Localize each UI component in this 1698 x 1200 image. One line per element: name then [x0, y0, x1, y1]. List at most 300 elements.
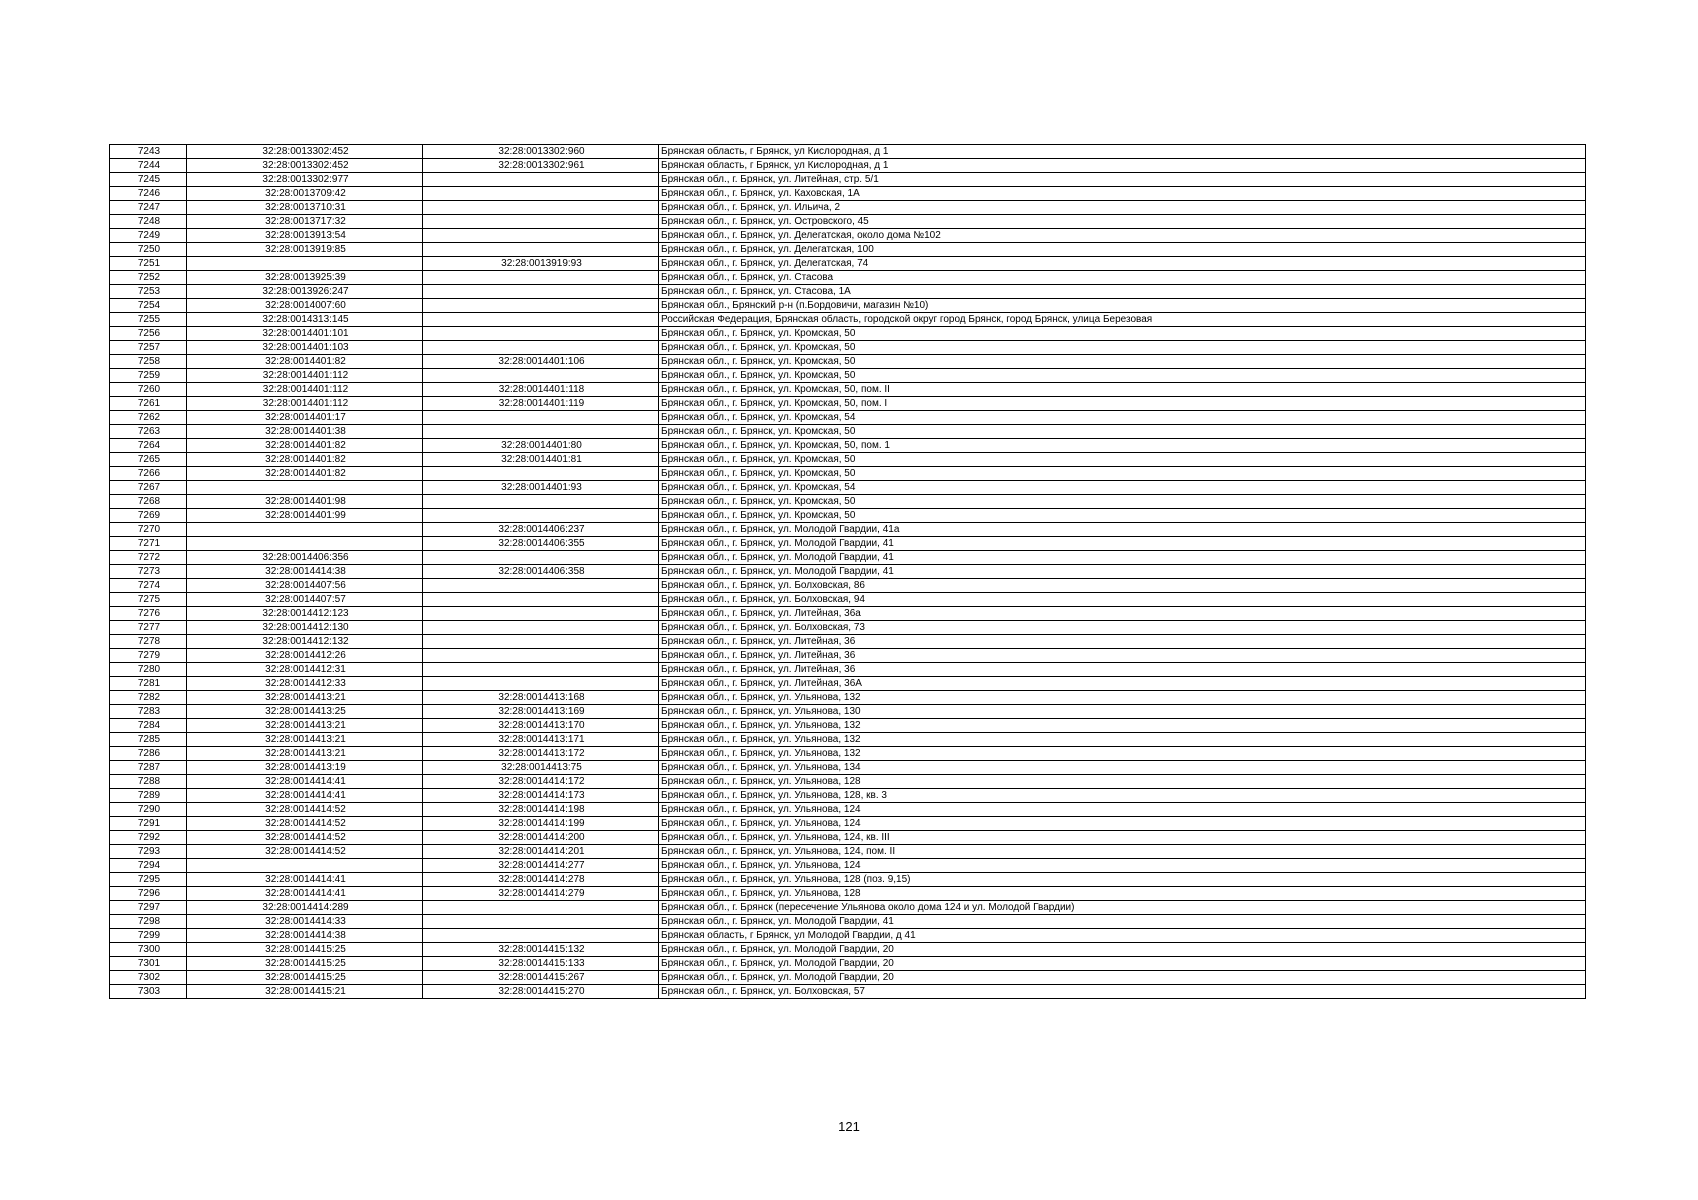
address-cell: Брянская обл., Брянский р-н (п.Бордовичи, магазин №10)	[659, 299, 1586, 313]
table-row	[110, 663, 1586, 677]
related-cadastral-number-cell	[423, 271, 659, 285]
address-cell: Брянская обл., г. Брянск, ул. Островского, 45	[659, 215, 1586, 229]
row-number-cell: 7249	[110, 229, 187, 243]
address-cell: Брянская обл., г. Брянск, ул. Молодой Гвардии, 41	[659, 565, 1586, 579]
row-number-cell: 7279	[110, 649, 187, 663]
address-cell: Брянская обл., г. Брянск, ул. Болховская, 86	[659, 579, 1586, 593]
cadastral-number-cell: 32:28:0014414:52	[187, 803, 423, 817]
table-row	[110, 257, 1586, 271]
row-number-cell: 7270	[110, 523, 187, 537]
related-cadastral-number-cell: 32:28:0014401:80	[423, 439, 659, 453]
cadastral-number-cell: 32:28:0014415:25	[187, 943, 423, 957]
address-cell: Брянская обл., г. Брянск, ул. Ульянова, 124, пом. II	[659, 845, 1586, 859]
table-row	[110, 775, 1586, 789]
related-cadastral-number-cell	[423, 495, 659, 509]
table-row	[110, 341, 1586, 355]
table-row	[110, 691, 1586, 705]
cadastral-number-cell: 32:28:0013710:31	[187, 201, 423, 215]
cadastral-number-cell: 32:28:0014414:41	[187, 873, 423, 887]
row-number-cell: 7250	[110, 243, 187, 257]
row-number-cell: 7300	[110, 943, 187, 957]
related-cadastral-number-cell	[423, 369, 659, 383]
table-row	[110, 761, 1586, 775]
related-cadastral-number-cell	[423, 607, 659, 621]
row-number-cell: 7256	[110, 327, 187, 341]
related-cadastral-number-cell: 32:28:0014414:173	[423, 789, 659, 803]
address-cell: Брянская обл., г. Брянск, ул. Каховская, 1А	[659, 187, 1586, 201]
cadastral-number-cell: 32:28:0014401:112	[187, 369, 423, 383]
related-cadastral-number-cell: 32:28:0014414:200	[423, 831, 659, 845]
address-cell: Брянская обл., г. Брянск, ул. Кромская, 50	[659, 509, 1586, 523]
cadastral-number-cell: 32:28:0014414:52	[187, 845, 423, 859]
cadastral-number-cell: 32:28:0014412:31	[187, 663, 423, 677]
address-cell: Брянская обл., г. Брянск, ул. Литейная, 36	[659, 649, 1586, 663]
related-cadastral-number-cell	[423, 579, 659, 593]
cadastral-number-cell: 32:28:0014401:101	[187, 327, 423, 341]
row-number-cell: 7290	[110, 803, 187, 817]
cadastral-number-cell: 32:28:0014414:289	[187, 901, 423, 915]
address-cell: Брянская обл., г. Брянск, ул. Стасова, 1А	[659, 285, 1586, 299]
cadastral-number-cell: 32:28:0014414:41	[187, 887, 423, 901]
cadastral-number-cell: 32:28:0013717:32	[187, 215, 423, 229]
cadastral-number-cell	[187, 481, 423, 495]
cadastral-number-cell: 32:28:0013913:54	[187, 229, 423, 243]
table-row	[110, 271, 1586, 285]
table-row	[110, 425, 1586, 439]
table-row	[110, 929, 1586, 943]
row-number-cell: 7259	[110, 369, 187, 383]
related-cadastral-number-cell	[423, 299, 659, 313]
row-number-cell: 7262	[110, 411, 187, 425]
address-cell: Брянская обл., г. Брянск, ул. Ульянова, 132	[659, 691, 1586, 705]
related-cadastral-number-cell	[423, 467, 659, 481]
related-cadastral-number-cell	[423, 593, 659, 607]
address-cell: Брянская обл., г. Брянск, ул. Молодой Гвардии, 41	[659, 915, 1586, 929]
cadastral-number-cell	[187, 859, 423, 873]
address-cell: Брянская обл., г. Брянск, ул. Кромская, 50	[659, 453, 1586, 467]
address-cell: Брянская обл., г. Брянск, ул. Кромская, 50	[659, 495, 1586, 509]
address-cell: Брянская обл., г. Брянск, ул. Ульянова, 124	[659, 859, 1586, 873]
table-row	[110, 467, 1586, 481]
address-cell: Брянская обл., г. Брянск, ул. Молодой Гвардии, 20	[659, 957, 1586, 971]
table-row	[110, 145, 1586, 159]
row-number-cell: 7275	[110, 593, 187, 607]
cadastral-number-cell: 32:28:0014401:82	[187, 355, 423, 369]
address-cell: Брянская обл., г. Брянск, ул. Кромская, 50	[659, 467, 1586, 481]
related-cadastral-number-cell	[423, 313, 659, 327]
related-cadastral-number-cell: 32:28:0014414:278	[423, 873, 659, 887]
cadastral-number-cell: 32:28:0014401:112	[187, 397, 423, 411]
related-cadastral-number-cell: 32:28:0014401:106	[423, 355, 659, 369]
cadastral-number-cell: 32:28:0014401:99	[187, 509, 423, 523]
table-row	[110, 915, 1586, 929]
related-cadastral-number-cell	[423, 663, 659, 677]
related-cadastral-number-cell	[423, 649, 659, 663]
related-cadastral-number-cell: 32:28:0014414:201	[423, 845, 659, 859]
related-cadastral-number-cell	[423, 635, 659, 649]
cadastral-number-cell: 32:28:0013302:977	[187, 173, 423, 187]
table-row	[110, 635, 1586, 649]
related-cadastral-number-cell	[423, 215, 659, 229]
row-number-cell: 7247	[110, 201, 187, 215]
row-number-cell: 7244	[110, 159, 187, 173]
table-row	[110, 719, 1586, 733]
row-number-cell: 7272	[110, 551, 187, 565]
cadastral-number-cell: 32:28:0013926:247	[187, 285, 423, 299]
related-cadastral-number-cell: 32:28:0014413:172	[423, 747, 659, 761]
table-row	[110, 327, 1586, 341]
registry-table	[109, 144, 1586, 999]
address-cell: Брянская обл., г. Брянск, ул. Литейная, стр. 5/1	[659, 173, 1586, 187]
table-row	[110, 733, 1586, 747]
related-cadastral-number-cell: 32:28:0014414:198	[423, 803, 659, 817]
address-cell: Брянская обл., г. Брянск, ул. Болховская, 73	[659, 621, 1586, 635]
table-row	[110, 943, 1586, 957]
table-row	[110, 803, 1586, 817]
table-row	[110, 173, 1586, 187]
cadastral-number-cell: 32:28:0014414:41	[187, 775, 423, 789]
table-row	[110, 523, 1586, 537]
row-number-cell: 7280	[110, 663, 187, 677]
table-row	[110, 299, 1586, 313]
related-cadastral-number-cell: 32:28:0014401:119	[423, 397, 659, 411]
row-number-cell: 7255	[110, 313, 187, 327]
row-number-cell: 7278	[110, 635, 187, 649]
cadastral-number-cell: 32:28:0014401:82	[187, 467, 423, 481]
related-cadastral-number-cell	[423, 243, 659, 257]
cadastral-number-cell: 32:28:0013709:42	[187, 187, 423, 201]
cadastral-number-cell: 32:28:0014407:56	[187, 579, 423, 593]
address-cell: Брянская обл., г. Брянск, ул. Ульянова, 128 (поз. 9,15)	[659, 873, 1586, 887]
row-number-cell: 7264	[110, 439, 187, 453]
cadastral-number-cell: 32:28:0014415:25	[187, 971, 423, 985]
related-cadastral-number-cell	[423, 929, 659, 943]
related-cadastral-number-cell	[423, 201, 659, 215]
address-cell: Брянская обл., г. Брянск, ул. Литейная, 36	[659, 663, 1586, 677]
page-number: 121	[838, 1119, 860, 1134]
row-number-cell: 7298	[110, 915, 187, 929]
cadastral-number-cell: 32:28:0013302:452	[187, 159, 423, 173]
cadastral-number-cell: 32:28:0013925:39	[187, 271, 423, 285]
address-cell: Брянская обл., г. Брянск, ул. Стасова	[659, 271, 1586, 285]
registry-table-body	[110, 145, 1586, 999]
cadastral-number-cell: 32:28:0013919:85	[187, 243, 423, 257]
row-number-cell: 7285	[110, 733, 187, 747]
address-cell: Брянская обл., г. Брянск, ул. Кромская, 50	[659, 327, 1586, 341]
related-cadastral-number-cell	[423, 425, 659, 439]
cadastral-number-cell: 32:28:0014412:26	[187, 649, 423, 663]
table-row	[110, 369, 1586, 383]
table-row	[110, 411, 1586, 425]
table-row	[110, 453, 1586, 467]
row-number-cell: 7269	[110, 509, 187, 523]
cadastral-number-cell: 32:28:0014414:38	[187, 929, 423, 943]
related-cadastral-number-cell: 32:28:0014414:199	[423, 817, 659, 831]
address-cell: Брянская обл., г. Брянск (пересечение Ульянова около дома 124 и ул. Молодой Гвардии)	[659, 901, 1586, 915]
cadastral-number-cell: 32:28:0014412:33	[187, 677, 423, 691]
table-row	[110, 593, 1586, 607]
table-row	[110, 313, 1586, 327]
row-number-cell: 7294	[110, 859, 187, 873]
address-cell: Брянская обл., г. Брянск, ул. Ульянова, 132	[659, 733, 1586, 747]
table-row	[110, 985, 1586, 999]
table-row	[110, 649, 1586, 663]
cadastral-number-cell: 32:28:0014414:52	[187, 817, 423, 831]
table-row	[110, 789, 1586, 803]
address-cell: Брянская обл., г. Брянск, ул. Молодой Гвардии, 41	[659, 537, 1586, 551]
related-cadastral-number-cell: 32:28:0014414:172	[423, 775, 659, 789]
table-row	[110, 831, 1586, 845]
related-cadastral-number-cell: 32:28:0014414:279	[423, 887, 659, 901]
related-cadastral-number-cell	[423, 915, 659, 929]
table-row	[110, 201, 1586, 215]
related-cadastral-number-cell: 32:28:0014414:277	[423, 859, 659, 873]
cadastral-number-cell: 32:28:0014401:82	[187, 453, 423, 467]
row-number-cell: 7296	[110, 887, 187, 901]
table-row	[110, 607, 1586, 621]
table-row	[110, 215, 1586, 229]
row-number-cell: 7284	[110, 719, 187, 733]
related-cadastral-number-cell	[423, 341, 659, 355]
address-cell: Брянская обл., г. Брянск, ул. Делегатская, 100	[659, 243, 1586, 257]
address-cell: Брянская обл., г. Брянск, ул. Молодой Гвардии, 41а	[659, 523, 1586, 537]
row-number-cell: 7246	[110, 187, 187, 201]
related-cadastral-number-cell	[423, 901, 659, 915]
table-row	[110, 537, 1586, 551]
table-row	[110, 621, 1586, 635]
table-row	[110, 705, 1586, 719]
row-number-cell: 7263	[110, 425, 187, 439]
cadastral-number-cell: 32:28:0014401:112	[187, 383, 423, 397]
related-cadastral-number-cell: 32:28:0013302:960	[423, 145, 659, 159]
address-cell: Брянская обл., г. Брянск, ул. Молодой Гвардии, 20	[659, 971, 1586, 985]
related-cadastral-number-cell: 32:28:0013302:961	[423, 159, 659, 173]
table-row	[110, 887, 1586, 901]
row-number-cell: 7277	[110, 621, 187, 635]
address-cell: Брянская обл., г. Брянск, ул. Ульянова, 124, кв. III	[659, 831, 1586, 845]
cadastral-number-cell: 32:28:0014414:33	[187, 915, 423, 929]
related-cadastral-number-cell: 32:28:0014415:133	[423, 957, 659, 971]
related-cadastral-number-cell: 32:28:0014415:270	[423, 985, 659, 999]
row-number-cell: 7299	[110, 929, 187, 943]
related-cadastral-number-cell: 32:28:0014401:118	[423, 383, 659, 397]
table-row	[110, 579, 1586, 593]
related-cadastral-number-cell	[423, 285, 659, 299]
row-number-cell: 7273	[110, 565, 187, 579]
address-cell: Брянская обл., г. Брянск, ул. Кромская, 54	[659, 411, 1586, 425]
cadastral-number-cell: 32:28:0014413:21	[187, 691, 423, 705]
table-row	[110, 397, 1586, 411]
row-number-cell: 7271	[110, 537, 187, 551]
address-cell: Брянская обл., г. Брянск, ул. Кромская, 50	[659, 341, 1586, 355]
row-number-cell: 7257	[110, 341, 187, 355]
address-cell: Брянская обл., г. Брянск, ул. Ульянова, 132	[659, 719, 1586, 733]
row-number-cell: 7258	[110, 355, 187, 369]
row-number-cell: 7288	[110, 775, 187, 789]
address-cell: Брянская обл., г. Брянск, ул. Ульянова, 128, кв. 3	[659, 789, 1586, 803]
row-number-cell: 7282	[110, 691, 187, 705]
row-number-cell: 7291	[110, 817, 187, 831]
row-number-cell: 7302	[110, 971, 187, 985]
address-cell: Брянская обл., г. Брянск, ул. Делегатская, около дома №102	[659, 229, 1586, 243]
related-cadastral-number-cell: 32:28:0014413:169	[423, 705, 659, 719]
cadastral-number-cell: 32:28:0014407:57	[187, 593, 423, 607]
cadastral-number-cell: 32:28:0014401:82	[187, 439, 423, 453]
row-number-cell: 7261	[110, 397, 187, 411]
row-number-cell: 7251	[110, 257, 187, 271]
related-cadastral-number-cell	[423, 621, 659, 635]
address-cell: Брянская обл., г. Брянск, ул. Ульянова, 134	[659, 761, 1586, 775]
related-cadastral-number-cell: 32:28:0013919:93	[423, 257, 659, 271]
related-cadastral-number-cell: 32:28:0014406:355	[423, 537, 659, 551]
row-number-cell: 7267	[110, 481, 187, 495]
address-cell: Брянская обл., г. Брянск, ул. Литейная, 36А	[659, 677, 1586, 691]
row-number-cell: 7276	[110, 607, 187, 621]
table-row	[110, 565, 1586, 579]
cadastral-number-cell: 32:28:0014412:123	[187, 607, 423, 621]
related-cadastral-number-cell: 32:28:0014415:267	[423, 971, 659, 985]
table-row	[110, 439, 1586, 453]
cadastral-number-cell: 32:28:0014406:356	[187, 551, 423, 565]
related-cadastral-number-cell	[423, 551, 659, 565]
table-row	[110, 495, 1586, 509]
address-cell: Брянская обл., г. Брянск, ул. Болховская, 94	[659, 593, 1586, 607]
table-row	[110, 509, 1586, 523]
row-number-cell: 7295	[110, 873, 187, 887]
related-cadastral-number-cell	[423, 327, 659, 341]
table-row	[110, 229, 1586, 243]
table-row	[110, 845, 1586, 859]
cadastral-number-cell: 32:28:0014413:21	[187, 747, 423, 761]
address-cell: Брянская обл., г. Брянск, ул. Кромская, 50	[659, 425, 1586, 439]
cadastral-number-cell	[187, 257, 423, 271]
cadastral-number-cell: 32:28:0014415:25	[187, 957, 423, 971]
table-row	[110, 859, 1586, 873]
address-cell: Российская Федерация, Брянская область, городской округ город Брянск, город Брянск, улица Березовая	[659, 313, 1586, 327]
table-row	[110, 355, 1586, 369]
address-cell: Брянская обл., г. Брянск, ул. Ильича, 2	[659, 201, 1586, 215]
related-cadastral-number-cell: 32:28:0014401:81	[423, 453, 659, 467]
related-cadastral-number-cell: 32:28:0014413:75	[423, 761, 659, 775]
cadastral-number-cell: 32:28:0014412:130	[187, 621, 423, 635]
table-row	[110, 383, 1586, 397]
row-number-cell: 7274	[110, 579, 187, 593]
table-row	[110, 243, 1586, 257]
address-cell: Брянская обл., г. Брянск, ул. Кромская, 50	[659, 355, 1586, 369]
address-cell: Брянская обл., г. Брянск, ул. Литейная, 36а	[659, 607, 1586, 621]
row-number-cell: 7283	[110, 705, 187, 719]
row-number-cell: 7245	[110, 173, 187, 187]
related-cadastral-number-cell: 32:28:0014406:358	[423, 565, 659, 579]
cadastral-number-cell	[187, 523, 423, 537]
address-cell: Брянская область, г Брянск, ул Молодой Гвардии, д 41	[659, 929, 1586, 943]
row-number-cell: 7266	[110, 467, 187, 481]
cadastral-number-cell: 32:28:0014413:21	[187, 733, 423, 747]
related-cadastral-number-cell: 32:28:0014415:132	[423, 943, 659, 957]
row-number-cell: 7297	[110, 901, 187, 915]
cadastral-number-cell: 32:28:0014414:41	[187, 789, 423, 803]
related-cadastral-number-cell	[423, 187, 659, 201]
address-cell: Брянская обл., г. Брянск, ул. Кромская, 54	[659, 481, 1586, 495]
related-cadastral-number-cell: 32:28:0014413:168	[423, 691, 659, 705]
address-cell: Брянская область, г Брянск, ул Кислородная, д 1	[659, 159, 1586, 173]
table-row	[110, 187, 1586, 201]
related-cadastral-number-cell: 32:28:0014401:93	[423, 481, 659, 495]
table-row	[110, 957, 1586, 971]
table-row	[110, 285, 1586, 299]
cadastral-number-cell: 32:28:0014413:19	[187, 761, 423, 775]
cadastral-number-cell: 32:28:0014401:103	[187, 341, 423, 355]
address-cell: Брянская обл., г. Брянск, ул. Ульянова, 128	[659, 887, 1586, 901]
address-cell: Брянская обл., г. Брянск, ул. Ульянова, 132	[659, 747, 1586, 761]
related-cadastral-number-cell: 32:28:0014406:237	[423, 523, 659, 537]
cadastral-number-cell: 32:28:0014414:38	[187, 565, 423, 579]
address-cell: Брянская область, г Брянск, ул Кислородная, д 1	[659, 145, 1586, 159]
address-cell: Брянская обл., г. Брянск, ул. Делегатская, 74	[659, 257, 1586, 271]
cadastral-number-cell	[187, 537, 423, 551]
address-cell: Брянская обл., г. Брянск, ул. Кромская, 50, пом. 1	[659, 439, 1586, 453]
row-number-cell: 7292	[110, 831, 187, 845]
table-row	[110, 971, 1586, 985]
related-cadastral-number-cell	[423, 411, 659, 425]
address-cell: Брянская обл., г. Брянск, ул. Молодой Гвардии, 41	[659, 551, 1586, 565]
row-number-cell: 7289	[110, 789, 187, 803]
related-cadastral-number-cell	[423, 173, 659, 187]
address-cell: Брянская обл., г. Брянск, ул. Ульянова, 128	[659, 775, 1586, 789]
row-number-cell: 7253	[110, 285, 187, 299]
related-cadastral-number-cell	[423, 509, 659, 523]
cadastral-number-cell: 32:28:0014401:38	[187, 425, 423, 439]
cadastral-number-cell: 32:28:0014413:21	[187, 719, 423, 733]
table-row	[110, 873, 1586, 887]
address-cell: Брянская обл., г. Брянск, ул. Кромская, 50	[659, 369, 1586, 383]
table-row	[110, 817, 1586, 831]
cadastral-number-cell: 32:28:0014412:132	[187, 635, 423, 649]
address-cell: Брянская обл., г. Брянск, ул. Литейная, 36	[659, 635, 1586, 649]
address-cell: Брянская обл., г. Брянск, ул. Молодой Гвардии, 20	[659, 943, 1586, 957]
address-cell: Брянская обл., г. Брянск, ул. Ульянова, 124	[659, 817, 1586, 831]
row-number-cell: 7301	[110, 957, 187, 971]
table-row	[110, 901, 1586, 915]
row-number-cell: 7281	[110, 677, 187, 691]
row-number-cell: 7268	[110, 495, 187, 509]
cadastral-number-cell: 32:28:0013302:452	[187, 145, 423, 159]
address-cell: Брянская обл., г. Брянск, ул. Ульянова, 130	[659, 705, 1586, 719]
address-cell: Брянская обл., г. Брянск, ул. Болховская, 57	[659, 985, 1586, 999]
related-cadastral-number-cell: 32:28:0014413:170	[423, 719, 659, 733]
table-row	[110, 551, 1586, 565]
related-cadastral-number-cell: 32:28:0014413:171	[423, 733, 659, 747]
row-number-cell: 7248	[110, 215, 187, 229]
row-number-cell: 7286	[110, 747, 187, 761]
related-cadastral-number-cell	[423, 229, 659, 243]
address-cell: Брянская обл., г. Брянск, ул. Кромская, 50, пом. I	[659, 397, 1586, 411]
table-row	[110, 481, 1586, 495]
row-number-cell: 7254	[110, 299, 187, 313]
cadastral-number-cell: 32:28:0014401:98	[187, 495, 423, 509]
cadastral-number-cell: 32:28:0014313:145	[187, 313, 423, 327]
row-number-cell: 7260	[110, 383, 187, 397]
address-cell: Брянская обл., г. Брянск, ул. Кромская, 50, пом. II	[659, 383, 1586, 397]
row-number-cell: 7243	[110, 145, 187, 159]
table-row	[110, 747, 1586, 761]
row-number-cell: 7293	[110, 845, 187, 859]
table-row	[110, 677, 1586, 691]
row-number-cell: 7265	[110, 453, 187, 467]
cadastral-number-cell: 32:28:0014414:52	[187, 831, 423, 845]
cadastral-number-cell: 32:28:0014415:21	[187, 985, 423, 999]
row-number-cell: 7303	[110, 985, 187, 999]
